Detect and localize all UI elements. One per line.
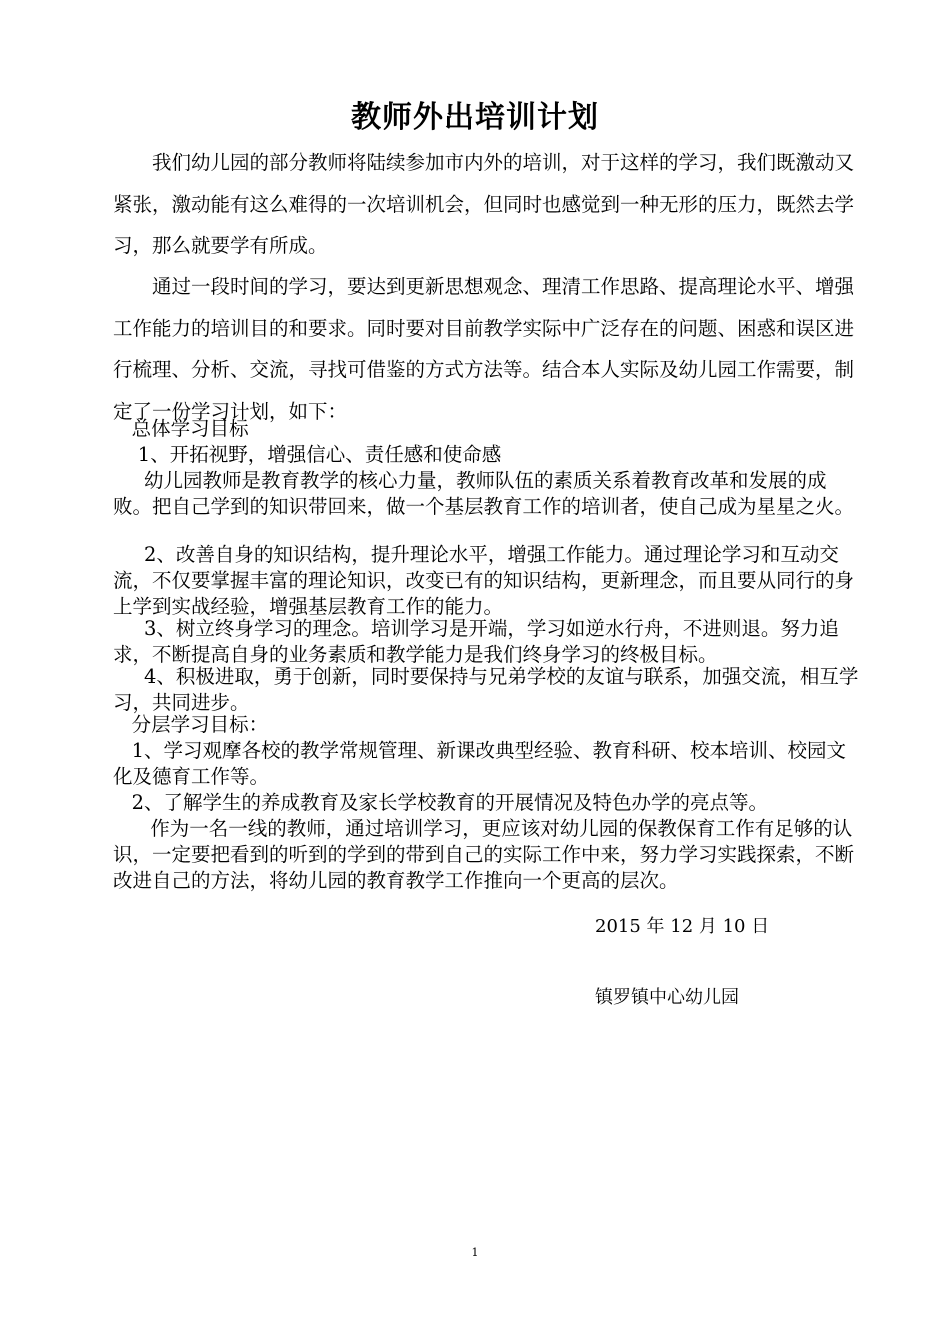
closing-paragraph: 作为一名一线的教师，通过培训学习，更应该对幼儿园的保教保育工作有足够的认识，一定要把看到的听到的学到的带到自己的实际工作中来，努力学习实践探索，不断改进自己的方法，将幼儿园的教育教学工作推向一个更高的层次。 [113,817,855,892]
goal-3-paragraph: 3、树立终身学习的理念。培训学习是开端，学习如逆水行舟，不进则退。努力追求，不断提高自身的业务素质和教学能力是我们终身学习的终极目标。 [113,617,839,666]
goal-4-paragraph: 4、积极进取，勇于创新，同时要保持与兄弟学校的友谊与联系，加强交流，相互学习，共同进步。 [113,665,859,714]
goal-1-body: 幼儿园教师是教育教学的核心力量，教师队伍的素质关系着教育改革和发展的成败。把自己学到的知识带回来，做一个基层教育工作的培训者，使自己成为星星之火。 [113,469,855,518]
layered-goals-heading: 分层学习目标： [113,713,269,736]
goal-2-paragraph: 2、改善自身的知识结构，提升理论水平，增强工作能力。通过理论学习和互动交流，不仅要掌握丰富的理论知识，改变已有的知识结构，更新理念，而且要从同行的身上学到实战经验，增强基层教育工作的能力。 [113,543,855,618]
organization-signature: 镇罗镇中心幼儿园 [595,987,739,1008]
layered-goal-1: 1、学习观摩各校的教学常规管理、新课改典型经验、教育科研、校本培训、校园文化及德育工作等。 [113,739,847,788]
layered-goal-2: 2、了解学生的养成教育及家长学校教育的开展情况及特色办学的亮点等。 [113,791,769,814]
page-number: 1 [471,1246,479,1259]
document-title: 教师外出培训计划 [351,100,599,135]
goal-1-heading: 1、开拓视野，增强信心、责任感和使命感 [113,443,502,466]
overall-goals-heading: 总体学习目标 [113,417,249,440]
intro-paragraph-1: 我们幼儿园的部分教师将陆续参加市内外的培训，对于这样的学习，我们既激动又紧张，激动能有这么难得的一次培训机会，但同时也感觉到一种无形的压力，既然去学习，那么就要学有所成。 [113,151,855,257]
intro-paragraph-2: 通过一段时间的学习，要达到更新思想观念、理清工作思路、提高理论水平、增强工作能力的培训目的和要求。同时要对目前教学实际中广泛存在的问题、困惑和误区进行梳理、分析、交流，寻找可借鉴的方式方法等。结合本人实际及幼儿园工作需要，制定了一份学习计划，如下： [113,275,855,423]
document-date: 2015 年 12 月 10 日 [595,916,770,937]
